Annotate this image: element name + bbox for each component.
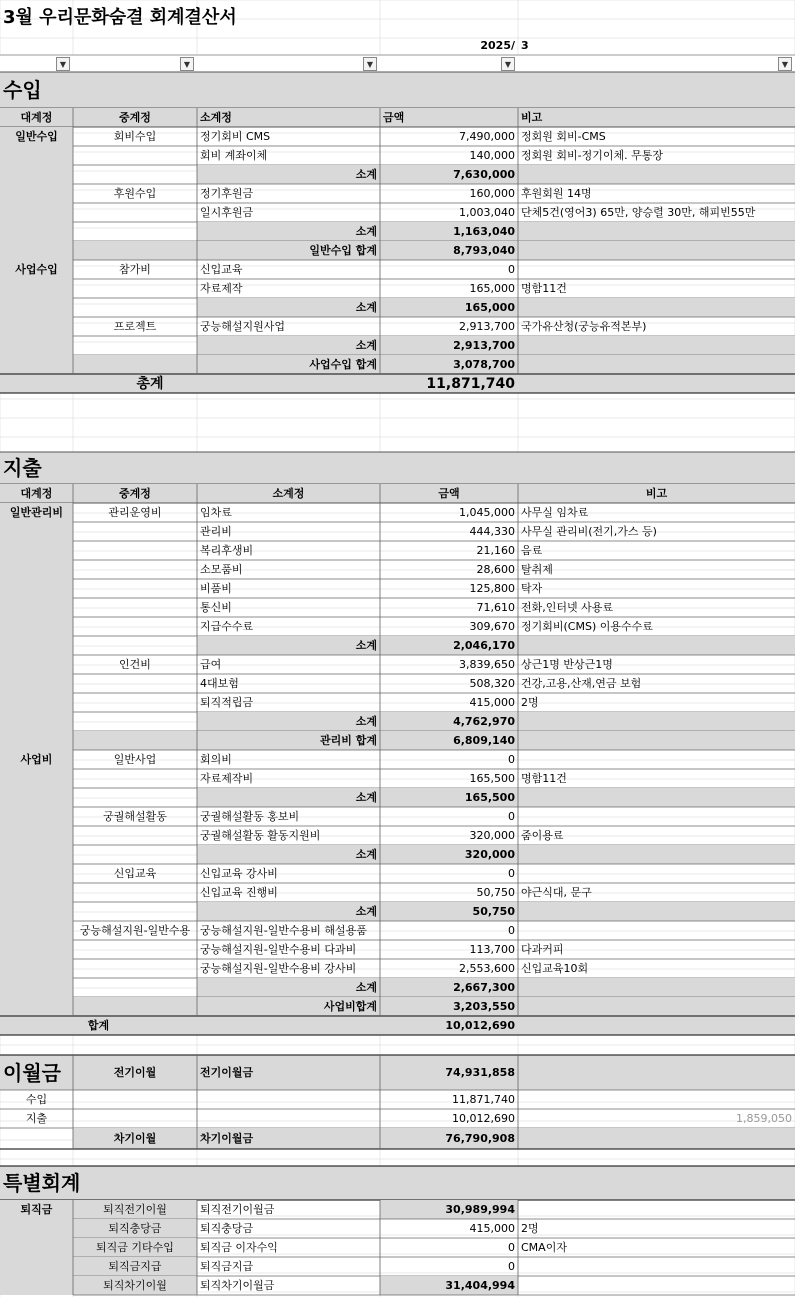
amount[interactable]: 3,839,650 — [459, 658, 515, 671]
amount[interactable]: 21,160 — [476, 544, 515, 557]
sub-account[interactable]: 급여 — [200, 658, 222, 671]
subtotal-amount[interactable]: 165,500 — [464, 791, 515, 804]
note[interactable]: 명함11건 — [521, 772, 567, 785]
amount[interactable]: 2,913,700 — [459, 320, 515, 333]
group-total-label[interactable]: 관리비 합계 — [320, 734, 377, 747]
column-header[interactable]: 중계정 — [119, 111, 151, 124]
mid-account[interactable]: 인건비 — [119, 658, 151, 671]
note[interactable]: 야근식대, 문구 — [521, 886, 592, 899]
amount[interactable]: 309,670 — [469, 620, 515, 633]
group-total-label[interactable]: 사업비합계 — [323, 1000, 377, 1013]
mid-account[interactable]: 궁궐해설활동 — [103, 810, 167, 823]
income-total-amount[interactable]: 11,871,740 — [426, 375, 515, 392]
sub-account[interactable]: 일시후원금 — [200, 206, 254, 219]
sub-account[interactable]: 신입교육 진행비 — [200, 886, 278, 899]
subtotal-label[interactable]: 소계 — [355, 715, 377, 728]
note[interactable]: 사무실 임차료 — [521, 506, 589, 519]
amount[interactable]: 165,500 — [469, 772, 515, 785]
note[interactable] — [518, 807, 795, 826]
special-mid-account[interactable]: 퇴직전기이월 — [103, 1203, 167, 1216]
sub-account[interactable]: 회의비 — [200, 753, 232, 766]
amount[interactable]: 7,490,000 — [459, 130, 515, 143]
subtotal-amount[interactable]: 50,750 — [472, 905, 515, 918]
subtotal-amount[interactable]: 165,000 — [464, 301, 515, 314]
special-mid-account[interactable]: 퇴직차기이월 — [103, 1279, 167, 1292]
note[interactable]: 후원회원 14명 — [521, 187, 592, 200]
amount[interactable]: 0 — [508, 263, 515, 276]
income-section-title[interactable]: 수입 — [3, 78, 42, 102]
special-sub-account[interactable]: 퇴직차기이월금 — [200, 1279, 275, 1292]
amount[interactable]: 415,000 — [469, 696, 515, 709]
major-account[interactable]: 사업수입 — [15, 263, 58, 276]
next-carry-label[interactable]: 차기이월 — [113, 1132, 157, 1145]
note[interactable]: 단체5건(영어3) 65만, 양승렬 30만, 해피빈55만 — [521, 206, 756, 219]
note[interactable]: 다과커피 — [521, 943, 564, 956]
subtotal-amount[interactable]: 4,762,970 — [453, 715, 515, 728]
special-amount[interactable]: 31,404,994 — [445, 1279, 515, 1292]
carry-expense-amount[interactable]: 10,012,690 — [452, 1112, 515, 1125]
cell-fill — [0, 55, 795, 72]
sub-account[interactable]: 궁능해설지원-일반수용비 강사비 — [200, 962, 357, 975]
note[interactable]: 음료 — [521, 544, 543, 557]
subtotal-amount[interactable]: 2,667,300 — [453, 981, 515, 994]
year-cell[interactable]: 2025/ — [480, 39, 515, 52]
mid-account[interactable]: 신입교육 — [113, 867, 157, 880]
sub-account[interactable]: 궁능해설지원-일반수용비 해설용품 — [200, 924, 367, 937]
note[interactable]: 상근1명 반상근1명 — [521, 658, 613, 671]
subtotal-label[interactable]: 소계 — [355, 301, 377, 314]
amount[interactable]: 0 — [508, 924, 515, 937]
sub-account[interactable]: 신입교육 — [200, 263, 243, 276]
special-note[interactable] — [518, 1200, 795, 1219]
amount[interactable]: 508,320 — [469, 677, 515, 690]
prev-carry-label[interactable]: 전기이월 — [113, 1066, 157, 1079]
mid-account[interactable]: 일반사업 — [113, 753, 157, 766]
major-account[interactable]: 일반관리비 — [9, 506, 64, 519]
subtotal-label[interactable]: 소계 — [355, 168, 377, 181]
filter-dropdown-icon[interactable]: ▼ — [56, 57, 70, 71]
amount[interactable]: 1,003,040 — [459, 206, 515, 219]
filter-dropdown-icon[interactable]: ▼ — [501, 57, 515, 71]
note[interactable]: 명함11건 — [521, 282, 567, 295]
subtotal-amount[interactable]: 2,913,700 — [453, 339, 515, 352]
sub-account[interactable]: 퇴직적립금 — [200, 696, 254, 709]
mid-account[interactable]: 궁능해설지원-일반수용 — [79, 924, 191, 937]
major-account[interactable]: 일반수입 — [15, 130, 58, 143]
expense-total-label[interactable]: 합계 — [87, 1019, 110, 1032]
carry-diff-amount[interactable]: 1,859,050 — [736, 1112, 792, 1125]
subtotal-label[interactable]: 소계 — [355, 981, 377, 994]
special-section-title[interactable]: 특별회계 — [3, 1171, 81, 1195]
cell-fill — [0, 127, 73, 374]
note[interactable]: 전화,인터넷 사용료 — [521, 601, 614, 614]
column-header[interactable]: 대계정 — [20, 487, 53, 500]
special-note[interactable]: CMA이자 — [521, 1241, 567, 1254]
carry-income-amount[interactable]: 11,871,740 — [452, 1093, 515, 1106]
note[interactable]: 2명 — [521, 696, 539, 709]
amount[interactable]: 160,000 — [469, 187, 515, 200]
note[interactable] — [518, 260, 795, 279]
special-mid-account[interactable]: 퇴직금지급 — [108, 1260, 162, 1273]
column-header[interactable]: 소계정 — [272, 487, 305, 500]
next-carry-amount[interactable]: 76,790,908 — [445, 1132, 515, 1145]
subtotal-amount[interactable]: 1,163,040 — [453, 225, 515, 238]
group-total-amount[interactable]: 8,793,040 — [453, 244, 515, 257]
special-sub-account[interactable]: 퇴직금지급 — [200, 1260, 254, 1273]
sub-account[interactable]: 궁능해설지원-일반수용비 다과비 — [200, 943, 357, 956]
sub-account[interactable]: 소모품비 — [200, 563, 243, 576]
amount[interactable]: 125,800 — [469, 582, 515, 595]
sheet-title[interactable]: 3월 우리문화숨결 회계결산서 — [3, 7, 237, 28]
amount[interactable]: 71,610 — [476, 601, 515, 614]
note[interactable]: 정기회비(CMS) 이용수수료 — [521, 620, 653, 633]
prev-carry-amount[interactable]: 74,931,858 — [445, 1066, 515, 1079]
group-total-label[interactable]: 일반수입 합계 — [309, 244, 377, 257]
subtotal-label[interactable]: 소계 — [355, 339, 377, 352]
prev-carry-sub[interactable]: 전기이월금 — [200, 1066, 254, 1079]
amount[interactable]: 320,000 — [469, 829, 515, 842]
sub-account[interactable]: 4대보험 — [200, 677, 239, 690]
sub-account[interactable]: 궁궐해설활동 활동지원비 — [200, 829, 321, 842]
carry-expense-label[interactable]: 지출 — [25, 1112, 48, 1125]
carry-income-label[interactable]: 수입 — [25, 1093, 48, 1106]
sub-account[interactable]: 궁궐해설활동 홍보비 — [200, 810, 300, 823]
month-cell[interactable]: 3 — [521, 39, 529, 52]
amount[interactable]: 0 — [508, 753, 515, 766]
sub-account[interactable]: 비품비 — [200, 582, 232, 595]
subtotal-label[interactable]: 소계 — [355, 639, 377, 652]
expense-total-amount[interactable]: 10,012,690 — [445, 1019, 515, 1032]
sub-account[interactable]: 신입교육 강사비 — [200, 867, 278, 880]
next-carry-sub[interactable]: 차기이월금 — [200, 1132, 254, 1145]
column-header[interactable]: 중계정 — [119, 487, 151, 500]
income-total-label[interactable]: 총계 — [136, 375, 164, 392]
special-note[interactable]: 2명 — [521, 1222, 539, 1235]
sub-account[interactable]: 정기후원금 — [200, 187, 254, 200]
note[interactable]: 줌이용료 — [521, 829, 564, 842]
amount[interactable]: 0 — [508, 867, 515, 880]
filter-dropdown-icon[interactable]: ▼ — [778, 57, 792, 71]
column-header[interactable]: 대계정 — [20, 111, 53, 124]
group-total-amount[interactable]: 6,809,140 — [453, 734, 515, 747]
amount[interactable]: 0 — [508, 810, 515, 823]
amount[interactable]: 1,045,000 — [459, 506, 515, 519]
mid-account[interactable]: 참가비 — [119, 263, 151, 276]
subtotal-label[interactable]: 소계 — [355, 225, 377, 238]
special-sub-account[interactable]: 퇴직전기이월금 — [200, 1203, 275, 1216]
note[interactable]: 탈취제 — [521, 563, 553, 576]
sub-account[interactable]: 통신비 — [200, 601, 232, 614]
subtotal-label[interactable]: 소계 — [355, 905, 377, 918]
mid-account[interactable]: 프로젝트 — [113, 320, 157, 333]
group-total-amount[interactable]: 3,203,550 — [453, 1000, 515, 1013]
mid-account[interactable]: 후원수입 — [113, 187, 157, 200]
sub-account[interactable]: 자료제작 — [200, 282, 243, 295]
special-amount[interactable]: 415,000 — [469, 1222, 515, 1235]
note[interactable]: 탁자 — [521, 582, 543, 595]
sub-account[interactable]: 관리비 — [200, 525, 232, 538]
subtotal-label[interactable]: 소계 — [355, 848, 377, 861]
special-mid-account[interactable]: 퇴직금 기타수입 — [96, 1241, 174, 1254]
sub-account[interactable]: 자료제작비 — [200, 772, 254, 785]
mid-account[interactable]: 회비수입 — [113, 130, 157, 143]
column-header[interactable]: 금액 — [438, 487, 460, 500]
filter-dropdown-icon[interactable]: ▼ — [363, 57, 377, 71]
special-sub-account[interactable]: 퇴직충당금 — [200, 1222, 254, 1235]
amount[interactable]: 444,330 — [469, 525, 515, 538]
group-total-amount[interactable]: 3,078,700 — [453, 358, 515, 371]
note[interactable] — [518, 864, 795, 883]
special-note[interactable] — [518, 1276, 795, 1295]
group-total-label[interactable]: 사업수입 합계 — [309, 358, 377, 371]
special-amount[interactable]: 0 — [508, 1241, 515, 1254]
sub-account[interactable]: 회비 계좌이체 — [200, 149, 268, 162]
special-amount[interactable]: 0 — [508, 1260, 515, 1273]
special-amount[interactable]: 30,989,994 — [445, 1203, 515, 1216]
special-category[interactable]: 퇴직금 — [20, 1203, 53, 1216]
sub-account[interactable]: 정기회비 CMS — [200, 130, 271, 143]
column-header[interactable]: 금액 — [383, 111, 405, 124]
amount[interactable]: 2,553,600 — [459, 962, 515, 975]
subtotal-amount[interactable]: 320,000 — [464, 848, 515, 861]
amount[interactable]: 28,600 — [476, 563, 515, 576]
major-account[interactable]: 사업비 — [20, 753, 53, 766]
sub-account[interactable]: 임차료 — [200, 506, 232, 519]
amount[interactable]: 165,000 — [469, 282, 515, 295]
sub-account[interactable]: 복리후생비 — [200, 544, 254, 557]
subtotal-amount[interactable]: 2,046,170 — [453, 639, 515, 652]
note[interactable]: 정회원 회비-CMS — [521, 130, 606, 143]
note[interactable]: 신입교육10회 — [521, 962, 589, 975]
expense-section-title[interactable]: 지출 — [3, 456, 42, 480]
note[interactable]: 건강,고용,산재,연금 보험 — [521, 677, 642, 690]
column-header[interactable]: 소계정 — [200, 111, 232, 124]
filter-dropdown-icon[interactable]: ▼ — [180, 57, 194, 71]
subtotal-label[interactable]: 소계 — [355, 791, 377, 804]
note[interactable] — [518, 921, 795, 940]
subtotal-amount[interactable]: 7,630,000 — [453, 168, 515, 181]
amount[interactable]: 140,000 — [469, 149, 515, 162]
note[interactable] — [518, 750, 795, 769]
note[interactable]: 정회원 회비-정기이체. 무통장 — [521, 149, 663, 162]
note[interactable]: 국가유산청(궁능유적본부) — [521, 320, 647, 333]
amount[interactable]: 113,700 — [469, 943, 515, 956]
mid-account[interactable]: 관리운영비 — [108, 506, 162, 519]
carryover-section-title[interactable]: 이월금 — [3, 1060, 61, 1085]
amount[interactable]: 50,750 — [476, 886, 515, 899]
column-header[interactable]: 비고 — [645, 487, 668, 500]
special-mid-account[interactable]: 퇴직충당금 — [108, 1222, 162, 1235]
special-sub-account[interactable]: 퇴직금 이자수익 — [200, 1241, 278, 1254]
note[interactable]: 사무실 관리비(전기,가스 등) — [521, 525, 657, 538]
special-note[interactable] — [518, 1257, 795, 1276]
column-header[interactable]: 비고 — [521, 111, 543, 124]
sub-account[interactable]: 지급수수료 — [200, 620, 254, 633]
sub-account[interactable]: 궁능해설지원사업 — [200, 320, 286, 333]
